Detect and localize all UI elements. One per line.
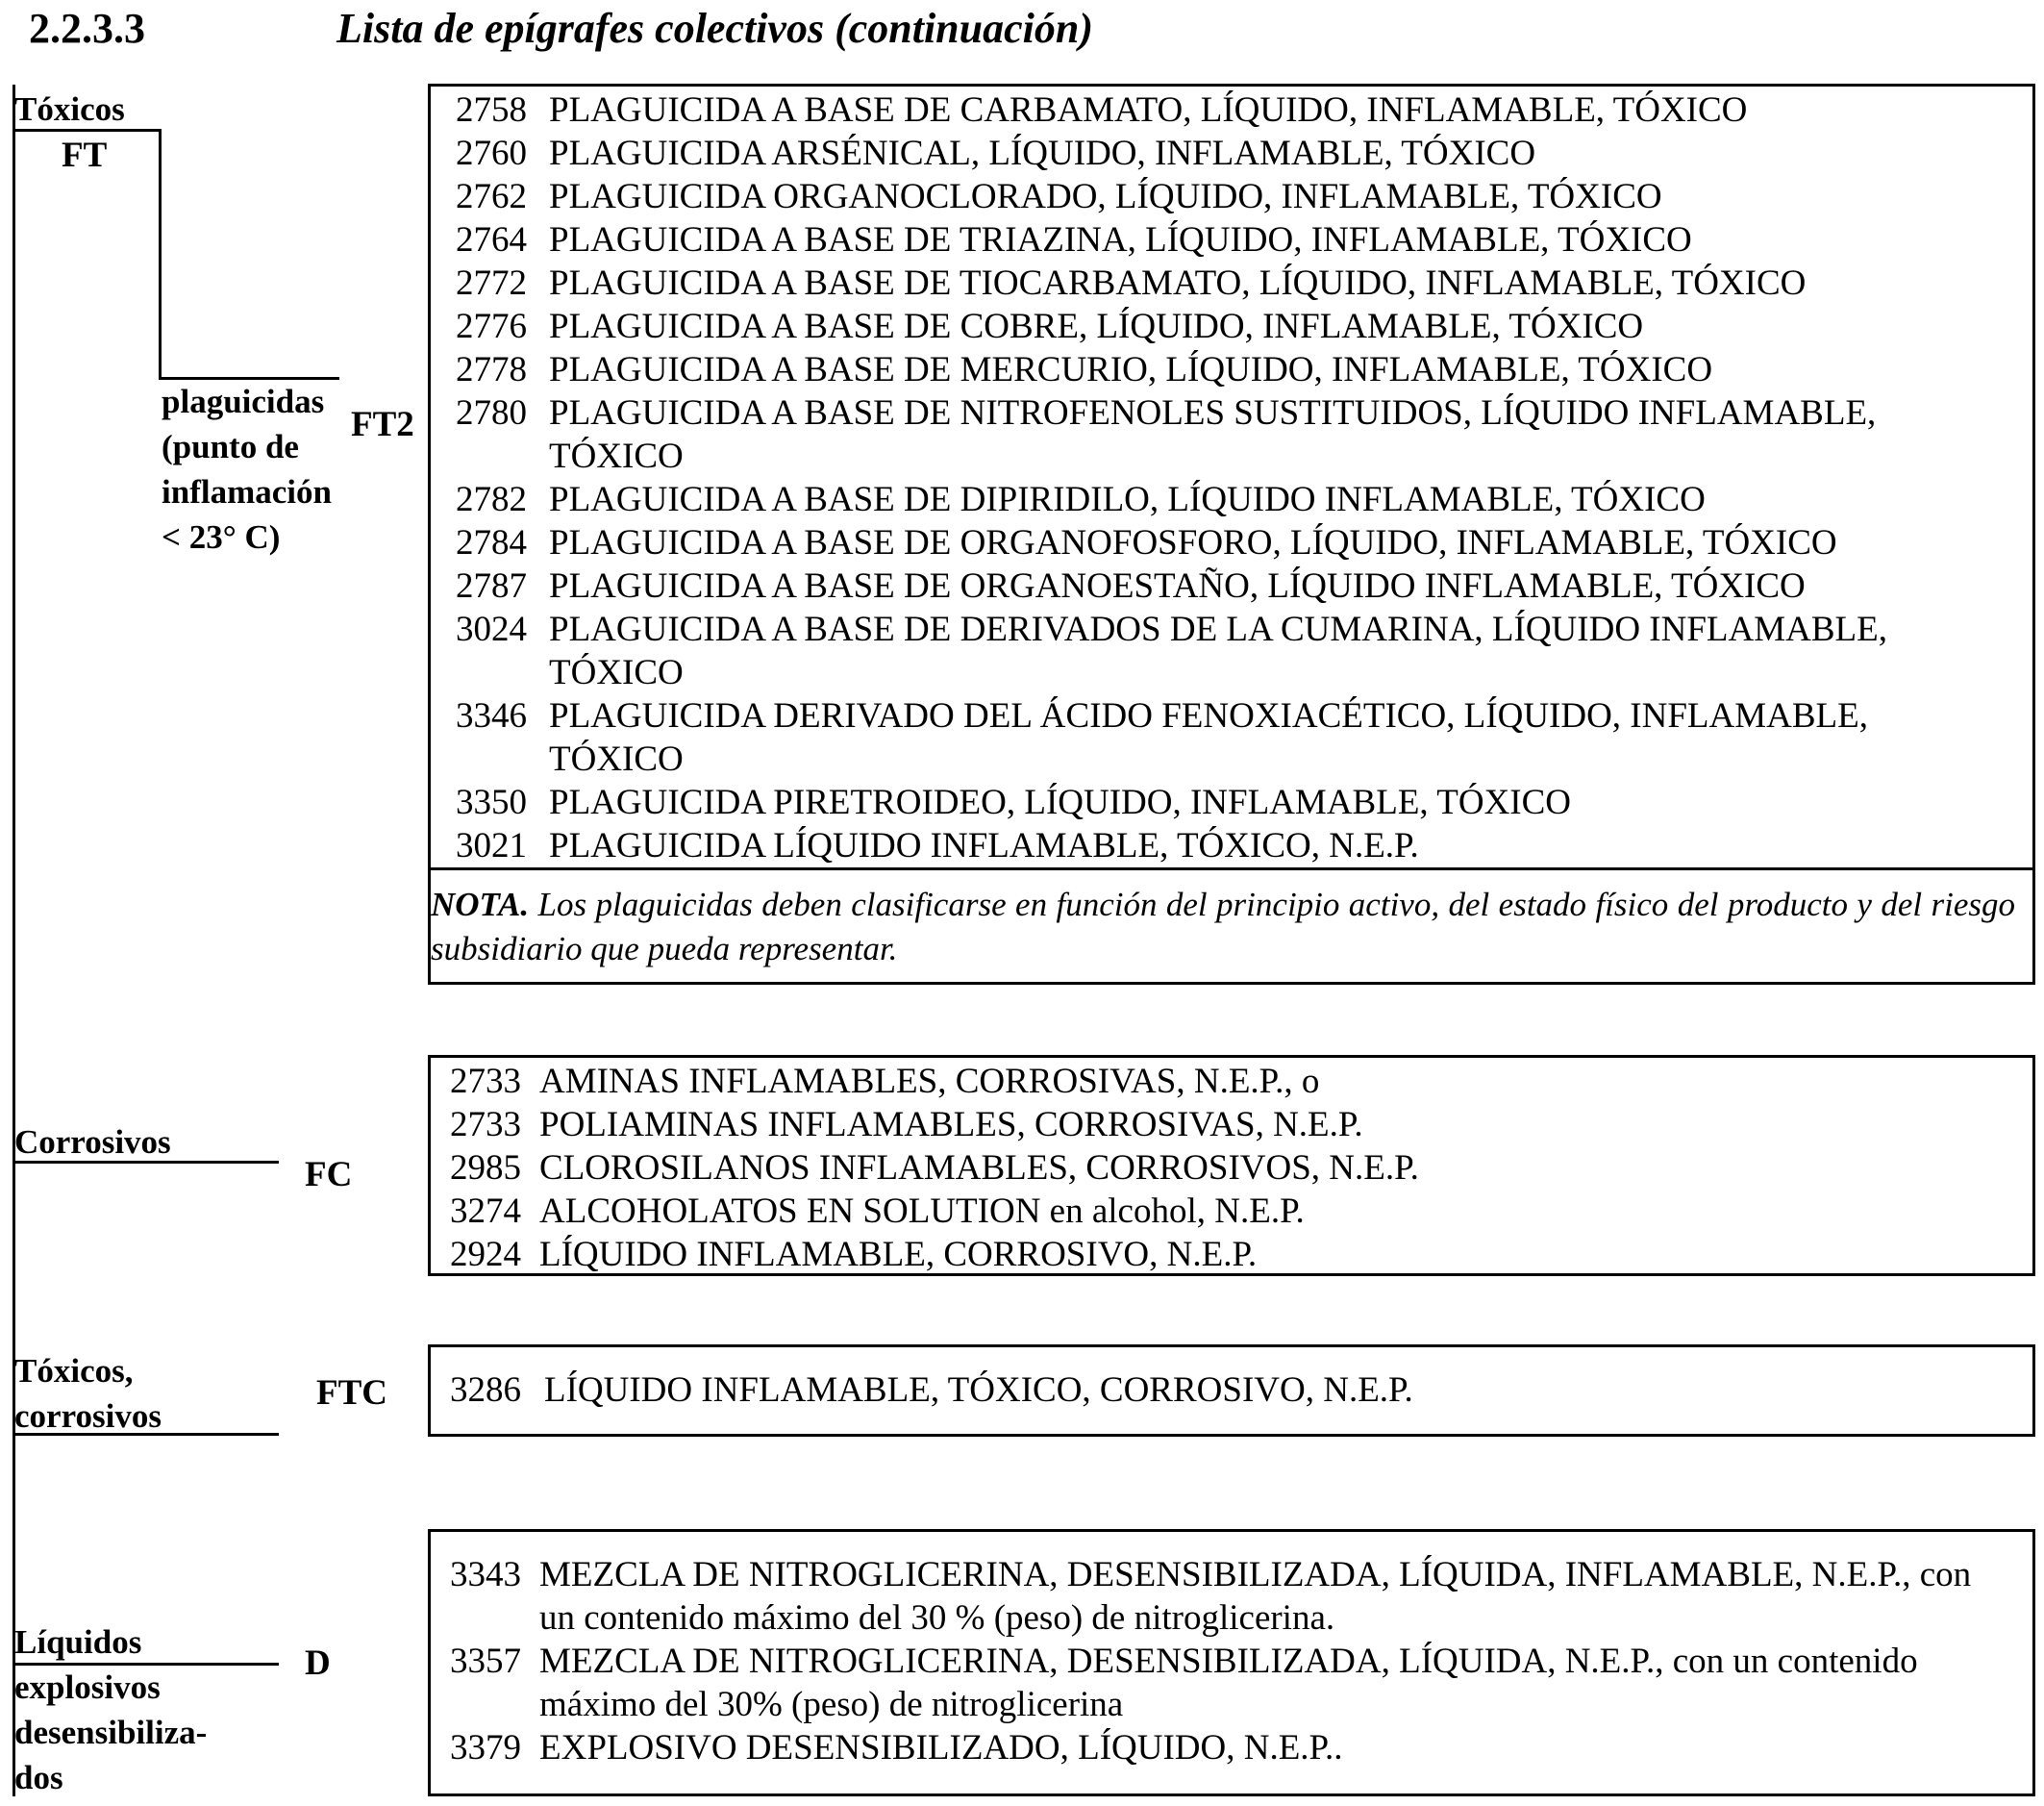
un-number: 2924 [450,1235,521,1274]
entry-text: MEZCLA DE NITROGLICERINA, DESENSIBILIZADA, LÍQUIDA, N.E.P., con un contenido máximo del 30% (peso) de nitroglicerina [539,1642,1918,1724]
page-title: Lista de epígrafes colectivos (continuación) [337,5,1093,52]
un-number: 3286 [450,1370,521,1410]
toxicos-corrosivos-line-1: Tóxicos, [14,1352,134,1390]
entry-text: LÍQUIDO INFLAMABLE, TÓXICO, CORROSIVO, N.E.P. [544,1370,1413,1410]
ftc-entries-box [428,1344,2035,1437]
entry-text: PLAGUICIDA A BASE DE DIPIRIDILO, LÍQUIDO INFLAMABLE, TÓXICO [549,480,1706,519]
entry-text: PLAGUICIDA ORGANOCLORADO, LÍQUIDO, INFLAMABLE, TÓXICO [549,177,1662,216]
ft2-entries-box [428,84,2035,985]
entry-text: PLAGUICIDA ARSÉNICAL, LÍQUIDO, INFLAMABLE, TÓXICO [549,134,1536,173]
list-item [456,175,2000,218]
entry-text: PLAGUICIDA A BASE DE ORGANOESTAÑO, LÍQUIDO INFLAMABLE, TÓXICO [549,566,1806,606]
liquidos-line-2: explosivos [14,1668,161,1706]
category-plaguicidas [162,379,332,560]
list-item [450,1190,2004,1233]
un-number: 3350 [456,783,527,822]
un-number: 3343 [450,1555,521,1594]
un-number: 3379 [450,1728,521,1768]
entry-text: EXPLOSIVO DESENSIBILIZADO, LÍQUIDO, N.E.P.. [539,1728,1343,1768]
entry-text: PLAGUICIDA A BASE DE COBRE, LÍQUIDO, INFLAMABLE, TÓXICO [549,307,1644,346]
list-item [456,348,2000,391]
note-paragraph [431,883,2015,971]
un-number: 2778 [456,350,527,389]
toxicos-corrosivos-line-2: corrosivos [14,1397,162,1435]
category-corrosivos: Corrosivos [14,1123,171,1161]
un-number: 2758 [456,90,527,130]
un-number: 2782 [456,480,527,519]
list-item [456,262,2000,305]
list-item [450,1060,2004,1103]
note-text: Los plaguicidas deben clasificarse en función del principio activo, del estado físico del producto y del riesgo subsidiario que pueda representar. [431,886,2015,967]
un-number: 2733 [450,1105,521,1144]
fc-entries-box [428,1055,2035,1276]
liquidos-line-3: desensibiliza- [14,1714,208,1751]
un-number: 2760 [456,134,527,173]
un-number: 3024 [456,610,527,649]
entry-text: PLAGUICIDA A BASE DE ORGANOFOSFORO, LÍQUIDO, INFLAMABLE, TÓXICO [549,523,1837,563]
category-liquidos-explosivos [14,1619,207,1800]
entry-text: PLAGUICIDA A BASE DE CARBAMATO, LÍQUIDO, INFLAMABLE, TÓXICO [549,90,1748,130]
entry-text: ALCOHOLATOS EN SOLUTION en alcohol, N.E.P. [539,1191,1305,1231]
list-item [456,305,2000,348]
entry-text: PLAGUICIDA A BASE DE DERIVADOS DE LA CUMARINA, LÍQUIDO INFLAMABLE, TÓXICO [549,610,1887,692]
code-fc: FC [305,1155,353,1194]
list-item [456,478,2000,521]
list-item [456,391,2000,478]
section-number: 2.2.3.3 [29,5,145,52]
un-number: 3346 [456,696,527,736]
category-toxicos: Tóxicos [14,90,125,128]
ft-vertical-line [159,129,162,379]
entry-text: PLAGUICIDA A BASE DE NITROFENOLES SUSTITUIDOS, LÍQUIDO INFLAMABLE, TÓXICO [549,393,1877,476]
list-item [456,521,2000,564]
list-item [456,132,2000,175]
entry-text: CLOROSILANOS INFLAMABLES, CORROSIVOS, N.E.P. [539,1148,1419,1188]
plaguicidas-line-2: (punto de [162,428,299,465]
list-item [456,824,2000,867]
plaguicidas-line-1: plaguicidas [162,383,325,420]
list-item [450,1726,2004,1769]
entry-text: PLAGUICIDA DERIVADO DEL ÁCIDO FENOXIACÉTICO, LÍQUIDO, INFLAMABLE, TÓXICO [549,696,1868,779]
entry-text: LÍQUIDO INFLAMABLE, CORROSIVO, N.E.P. [539,1235,1258,1274]
note-label: NOTA. [431,886,530,923]
d-entries-box [428,1529,2035,1796]
plaguicidas-line-3: inflamación [162,473,332,511]
plaguicidas-line-4: < 23° C) [162,518,281,556]
entry-text: PLAGUICIDA A BASE DE TRIAZINA, LÍQUIDO, INFLAMABLE, TÓXICO [549,220,1692,260]
un-number: 2764 [456,220,527,260]
entry-text: PLAGUICIDA LÍQUIDO INFLAMABLE, TÓXICO, N.E.P. [549,826,1419,865]
list-item [450,1553,2004,1640]
list-item [456,694,2000,781]
code-ft2: FT2 [351,405,414,444]
un-number: 2780 [456,393,527,433]
list-item [456,608,2000,694]
entry-text: PLAGUICIDA A BASE DE MERCURIO, LÍQUIDO, INFLAMABLE, TÓXICO [549,350,1713,389]
entry-text: AMINAS INFLAMABLES, CORROSIVAS, N.E.P., o [539,1062,1320,1101]
category-toxicos-corrosivos [14,1348,162,1439]
tree-main-vertical-line [12,85,15,1796]
list-item [456,218,2000,262]
un-number: 2787 [456,566,527,606]
entry-text: MEZCLA DE NITROGLICERINA, DESENSIBILIZADA, LÍQUIDA, INFLAMABLE, N.E.P., con un contenido máximo del 30 % (peso) de nitroglicerina. [539,1555,1972,1638]
un-number: 2776 [456,307,527,346]
list-item [450,1146,2004,1190]
list-item [456,88,2000,132]
list-item [456,564,2000,608]
un-number: 2762 [456,177,527,216]
list-item [456,781,2000,824]
un-number: 2784 [456,523,527,563]
code-ftc: FTC [316,1373,387,1413]
code-ft: FT [62,136,108,175]
un-number: 3021 [456,826,527,865]
un-number: 2985 [450,1148,521,1188]
liquidos-line-1: Líquidos [14,1623,142,1661]
liquidos-line-4: dos [14,1759,63,1796]
un-number: 3357 [450,1642,521,1681]
list-item [450,1640,2004,1726]
entry-text: PLAGUICIDA PIRETROIDEO, LÍQUIDO, INFLAMABLE, TÓXICO [549,783,1572,822]
un-number: 2733 [450,1062,521,1101]
un-number: 2772 [456,263,527,303]
list-item [450,1233,2004,1276]
list-item [450,1103,2004,1146]
note-divider [431,867,2032,870]
code-d: D [305,1643,331,1683]
un-number: 3274 [450,1191,521,1231]
list-item [450,1368,2004,1412]
entry-text: POLIAMINAS INFLAMABLES, CORROSIVAS, N.E.P. [539,1105,1363,1144]
entry-text: PLAGUICIDA A BASE DE TIOCARBAMATO, LÍQUIDO, INFLAMABLE, TÓXICO [549,263,1807,303]
